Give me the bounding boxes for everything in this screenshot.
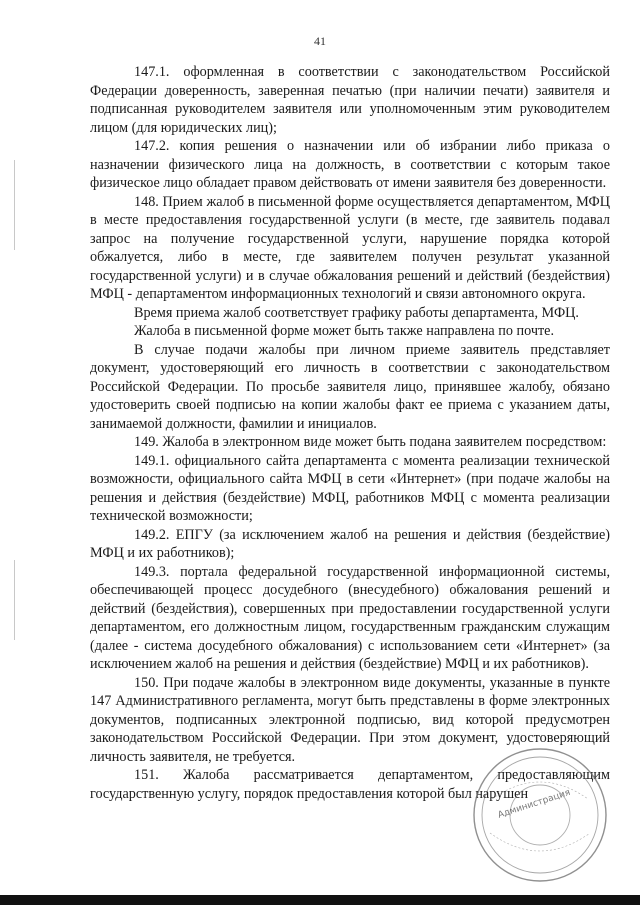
scan-margin-line: [14, 160, 15, 250]
scan-margin-line: [14, 560, 15, 640]
paragraph-149: 149. Жалоба в электронном виде может быть подана заявителем посредством:: [134, 434, 607, 450]
paragraph-150: 150. При подаче жалобы в электронном виде документы, указанные в пункте 147 Административного регламента, могут быть представлены в форме электронных документов, подписанных электронной подписью, вид которой предусмотрен законодательством Российской Федерации. При этом документ, удостоверяющий личность заявителя, не требуется.: [90, 674, 610, 765]
paragraph-personal-reception: В случае подачи жалобы при личном приеме заявитель представляет документ, удостоверяющий его личность в соответствии с законодательством Российской Федерации. По просьбе заявителя лицо, принявшее жалобу, обязано удостоверить своей подписью на копии жалобы факт ее приема с указанием даты, занимаемой должности, фамилии и инициалов.: [90, 341, 610, 432]
paragraph-149-3: 149.3. портала федеральной государственной информационной системы, обеспечивающей процесс досудебного (внесудебного) обжалования решений и действий (бездействия), совершенных при предоставлении государственной услуги департаментом, его должностным лицом, государственным гражданским служащим (далее - система досудебного обжалования) с использованием сети «Интернет» (за исключением жалоб на решения и действия (бездействие) МФЦ и их работников).: [90, 563, 610, 672]
seal-text: Администрация: [496, 787, 572, 821]
paragraph-reception-time: Время приема жалоб соответствует графику работы департамента, МФЦ.: [134, 304, 579, 321]
paragraph-149-1: 149.1. официального сайта департамента с момента реализации технической возможности, официального сайта МФЦ в сети «Интернет» (при подаче жалобы на решения и действия (бездействие) МФЦ, работников МФЦ с момента реализации технической возможности;: [90, 452, 610, 524]
paragraph-147-2: 147.2. копия решения о назначении или об избрании либо приказа о назначении физического лица на должность, в соответствии с которым такое физическое лицо обладает правом действовать от имени заявителя без доверенности.: [90, 138, 610, 191]
paragraph-postal: Жалоба в письменной форме может быть также направлена по почте.: [134, 323, 555, 339]
document-body: [90, 63, 610, 803]
paragraph-147-1: 147.1. оформленная в соответствии с законодательством Российской Федерации доверенность, заверенная печатью (при наличии печати) заявителя и подписанная руководителем заявителя или уполномоченным этим руководителем лицом (для юридических лиц);: [90, 64, 610, 136]
scan-bottom-edge: [0, 895, 640, 905]
page-number: 41: [314, 34, 326, 48]
paragraph-148: 148. Прием жалоб в письменной форме осуществляется департаментом, МФЦ в месте предоставления государственной услуги (в месте, где заявитель подавал запрос на получение государственной услуги, нарушение порядка которой обжалуется, либо в месте, где заявителем получен результат указанной государственной услуги) и в случае обжалования решений и действий (бездействия) МФЦ - департаментом информационных технологий и связи автономного округа.: [90, 193, 610, 302]
paragraph-149-2: 149.2. ЕПГУ (за исключением жалоб на решения и действия (бездействие) МФЦ и их работников);: [90, 526, 610, 561]
paragraph-151: 151. Жалоба рассматривается департаментом, предоставляющим государственную услугу, порядок предоставления которой был нарушен: [90, 767, 610, 802]
